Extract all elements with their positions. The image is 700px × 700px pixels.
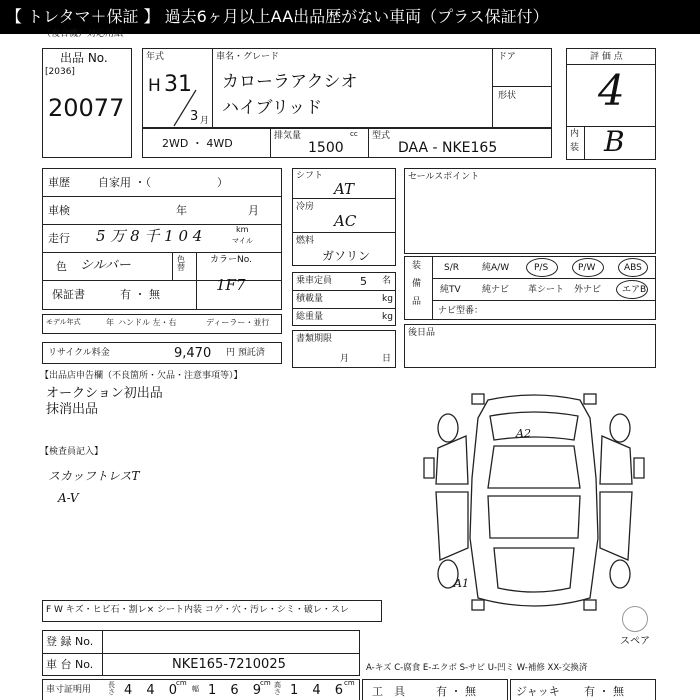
jack-label: ジャッキ [516, 685, 560, 698]
mileage-label: 走行 [48, 232, 70, 245]
weight-unit: kg [382, 312, 393, 322]
car-mark-a2: A2 [516, 427, 531, 440]
car-mark-a1: A1 [454, 577, 469, 590]
dims-width: 1 6 9 [208, 683, 267, 698]
equip-ps-circle-icon [526, 258, 558, 277]
score-value: 4 [598, 66, 625, 115]
dims-length: 4 4 0 [124, 683, 183, 698]
inspector-label: 【検査員記入】 [40, 447, 104, 457]
dims-height-label: 高さ [274, 681, 281, 696]
equip-navi: 純ナビ [482, 285, 510, 295]
mileage-unit-mile: マイル [232, 237, 253, 245]
seller-notes-label: 【出品店申告欄（不良箇所・欠品・注意事項等）】 [40, 371, 243, 381]
year-month-unit: 月 [200, 116, 210, 126]
type-label: 型式 [372, 131, 391, 141]
first-reg-suffix: 日 [382, 354, 392, 364]
shape-label: 形状 [498, 91, 517, 101]
equip-ps: P/S [534, 263, 549, 273]
tools-label: 工 具 [372, 685, 405, 698]
fuel-label: 燃料 [296, 236, 315, 246]
color-change-label: 色替 [177, 255, 185, 272]
equip-abs: ABS [624, 263, 642, 273]
recycle-unit: 円 預託済 [226, 348, 265, 358]
model-line2: ハイブリッド [222, 98, 323, 118]
interior-label-1: 内 [570, 129, 580, 139]
aircon-label: 冷房 [296, 202, 315, 212]
car-diagram [418, 388, 650, 620]
shift-value: AT [334, 180, 355, 198]
chassis-label: 車 台 No. [46, 658, 94, 671]
inspection-month-unit: 月 [248, 204, 259, 217]
year-era: H [148, 76, 161, 96]
lot-number: 20077 [48, 94, 125, 122]
capacity-value: 5 [360, 275, 367, 288]
equipment-label-2: 備 [412, 279, 422, 289]
dealer-value: ディーラー・並行 [206, 318, 270, 327]
door-label: ドア [498, 52, 516, 62]
color-no-value: 1F7 [216, 276, 246, 294]
year-month: 3 [190, 109, 199, 124]
inspector-line2: A-V [58, 491, 79, 505]
mileage-value: 5 万 8 千 1 0 4 [96, 227, 203, 245]
dims-height-unit: cm [344, 679, 355, 687]
first-reg-unit: 月 [340, 354, 350, 364]
capacity-label: 乗車定員 [296, 276, 333, 286]
color-no-label: カラーNo. [210, 255, 252, 265]
equip-sr: S/R [444, 263, 459, 273]
lot-code: [2036] [45, 67, 75, 77]
dims-length-label: 長さ [108, 681, 115, 696]
navi-model-label: ナビ型番： [438, 306, 484, 316]
spare-label: スペア [620, 636, 650, 647]
interior-label-2: 装 [570, 143, 580, 153]
inspector-line1: スカッフトレスT [48, 469, 140, 483]
year-value: 31 [164, 72, 192, 97]
spare-tire-icon [622, 606, 648, 632]
model-year-unit: 年 [106, 318, 114, 327]
color-label: 色 [56, 260, 67, 273]
inspection-year-unit: 年 [176, 204, 187, 217]
equip-airbag-circle-icon [616, 280, 648, 299]
displacement-label: 排気量 [274, 131, 302, 141]
warranty-label: 保証書 [52, 288, 85, 301]
first-reg-label: 書類期限 [296, 334, 333, 344]
damage-legend: A-キズ C-腐食 E-エクボ S-サビ U-凹ミ W-補修 XX-交換済 [366, 663, 588, 673]
displacement-value: 1500 [308, 140, 344, 156]
recycle-label: リサイクル料金 [48, 348, 110, 358]
reg-no-label: 登 録 No. [46, 635, 94, 648]
seller-notes-line2: 抹消出品 [46, 402, 99, 417]
equip-ext-navi: 外ナビ [574, 285, 602, 295]
mileage-unit-km: km [236, 225, 249, 234]
tools-value: 有 ・ 無 [436, 685, 476, 698]
equip-pw: P/W [578, 263, 596, 273]
equip-leather: 革シート [528, 285, 565, 295]
type-value: DAA - NKE165 [398, 140, 498, 156]
equip-pw-circle-icon [572, 258, 604, 277]
year-label: 年式 [146, 52, 165, 62]
equipment-label-1: 装 [412, 261, 422, 271]
after-items-label: 後日品 [408, 328, 436, 338]
lot-label: 出品 No. [60, 51, 108, 65]
equip-tv: 純TV [440, 285, 461, 295]
interior-row-text: F W キズ・ヒビ石・割レ× シート内装 コゲ・穴・汚レ・シミ・破レ・スレ [46, 605, 349, 615]
aircon-value: AC [334, 212, 357, 230]
equipment-label-3: 品 [412, 297, 422, 307]
history-value: 自家用 ・（ ） [98, 176, 228, 189]
model-year-label: モデル年式 [46, 318, 81, 326]
equip-aw: 純A/W [482, 263, 510, 273]
model-label: 車名・グレード [216, 52, 280, 62]
chassis-value: NKE165-7210025 [172, 657, 286, 672]
jack-value: 有 ・ 無 [584, 685, 624, 698]
sales-point-label: セールスポイント [408, 172, 480, 182]
fuel-value: ガソリン [322, 249, 371, 263]
equip-abs-circle-icon [618, 258, 648, 277]
color-value: シルバー [80, 258, 131, 273]
after-items-box [404, 324, 656, 368]
warranty-value: 有 ・ 無 [120, 288, 160, 301]
sheet-subtitle: （複合機）対応用紙 [42, 29, 124, 39]
load-label: 積載量 [296, 294, 324, 304]
model-line1: カローラアクシオ [222, 72, 358, 92]
dims-length-unit: cm [176, 679, 187, 687]
score-label: 評 価 点 [590, 52, 623, 62]
dims-width-unit: cm [260, 679, 271, 687]
dims-label: 車寸証明用 [46, 685, 92, 695]
dims-height: 1 4 6 [290, 683, 349, 698]
handle-value: ハンドル 左・右 [118, 318, 177, 327]
header-banner: 【 トレタマ＋保証 】 過去6ヶ月以上AA出品歴がない車両（プラス保証付） [0, 0, 700, 34]
history-label: 車歴 [48, 176, 70, 189]
seller-notes-line1: オークション初出品 [46, 386, 163, 401]
inspection-label: 車検 [48, 204, 70, 217]
shift-label: シフト [296, 171, 324, 181]
capacity-unit: 名 [382, 276, 392, 286]
displacement-unit: cc [350, 130, 358, 138]
equip-airbag: エアB [622, 285, 647, 295]
recycle-value: 9,470 [174, 346, 212, 361]
weight-label: 総重量 [296, 312, 324, 322]
drive-type: 2WD ・ 4WD [162, 137, 233, 150]
dims-width-label: 幅 [192, 685, 199, 693]
interior-score: B [604, 125, 625, 158]
load-unit: kg [382, 294, 393, 304]
